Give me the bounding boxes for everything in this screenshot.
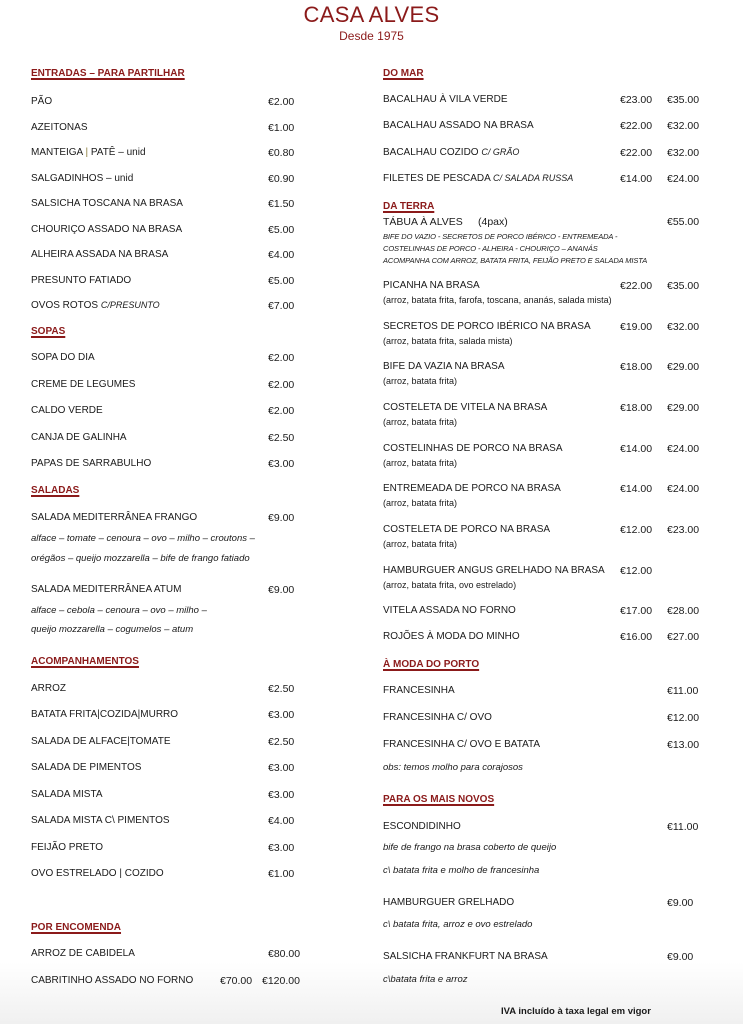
item-price: €9.00: [268, 584, 295, 596]
porto-observation: obs: temos molho para corajosos: [383, 762, 523, 773]
item-price: €4.00: [268, 815, 295, 827]
item-price: €2.00: [268, 405, 295, 417]
section-title: ENTRADAS – PARA PARTILHAR: [31, 68, 185, 79]
item-description: (arroz, batata frita): [383, 539, 458, 549]
item-price: €13.00: [667, 739, 700, 751]
item-name: PAPAS DE SARRABULHO: [31, 458, 152, 469]
item-name: SALADA MEDITERRÂNEA ATUM: [31, 584, 182, 595]
item-name: CANJA DE GALINHA: [31, 432, 127, 443]
item-price: €1.50: [268, 198, 295, 210]
item-price: €3.00: [268, 709, 295, 721]
item-price: €12.00: [620, 565, 653, 577]
item-name: AZEITONAS: [31, 122, 88, 133]
item-name: OVO ESTRELADO | COZIDO: [31, 868, 164, 879]
item-name: ARROZ DE CABIDELA: [31, 948, 135, 959]
item-name: COSTELINHAS DE PORCO NA BRASA: [383, 443, 563, 454]
section-title: DO MAR: [383, 68, 424, 79]
item-name: CHOURIÇO ASSADO NA BRASA: [31, 224, 183, 235]
item-price: €2.50: [268, 736, 295, 748]
item-name: SECRETOS DE PORCO IBÉRICO NA BRASA: [383, 321, 591, 332]
item-price-small: €70.00: [220, 975, 253, 987]
item-price: €12.00: [667, 712, 700, 724]
item-price: €5.00: [268, 275, 295, 287]
item-name: PÃO: [31, 96, 53, 107]
item-name: TÁBUA À ALVES: [383, 216, 463, 228]
item-price: €1.00: [268, 122, 295, 134]
item-name: PICANHA NA BRASA: [383, 280, 480, 291]
item-price: €9.00: [667, 951, 694, 963]
item-description: (arroz, batata frita, salada mista): [383, 336, 513, 346]
item-price-small: €22.00: [620, 147, 653, 159]
item-price: €9.00: [667, 897, 694, 909]
item-name: ESCONDIDINHO: [383, 821, 461, 832]
item-description: orégãos – queijo mozzarella – bife de frango fatiado: [31, 553, 250, 564]
item-price-large: €35.00: [667, 94, 700, 106]
item-name-italic: C/ SALADA RUSSA: [493, 173, 574, 183]
item-price: €2.00: [268, 96, 295, 108]
item-name: FRANCESINHA C/ OVO E BATATA: [383, 739, 541, 750]
item-price: €7.00: [268, 300, 295, 312]
item-name-part: BACALHAU COZIDO: [383, 147, 482, 158]
section-title: DA TERRA: [383, 201, 435, 212]
item-price: €11.00: [667, 685, 699, 697]
item-description: queijo mozzarella – cogumelos – atum: [31, 624, 194, 635]
item-price: €55.00: [667, 216, 700, 228]
item-name: BACALHAU À VILA VERDE: [383, 94, 508, 105]
item-price-small: €14.00: [620, 483, 653, 495]
item-price-large: €29.00: [667, 361, 700, 373]
item-description: bife de frango na brasa coberto de queijo: [383, 842, 557, 853]
item-price: €0.80: [268, 147, 295, 159]
item-price-large: €24.00: [667, 173, 700, 185]
item-name: PRESUNTO FATIADO: [31, 275, 132, 286]
vat-note: IVA incluído à taxa legal em vigor: [501, 1006, 651, 1017]
item-name: SALADA MISTA: [31, 789, 103, 800]
item-name-part: OVOS ROTOS: [31, 300, 101, 311]
item-price-small: €19.00: [620, 321, 653, 333]
item-price-large: €24.00: [667, 483, 700, 495]
section-title: PARA OS MAIS NOVOS: [383, 794, 495, 805]
item-name-part: PATÊ – unid: [88, 147, 146, 158]
item-name: BIFE DA VAZIA NA BRASA: [383, 361, 505, 372]
item-price-large: €35.00: [667, 280, 700, 292]
separator: |: [85, 147, 89, 158]
item-price-large: €120.00: [262, 975, 300, 987]
item-name: FRANCESINHA: [383, 685, 455, 696]
item-name-part: FILETES DE PESCADA: [383, 173, 494, 184]
item-description: BIFE DO VAZIO - SECRETOS DE PORCO IBÉRICO - ENTREMEADA -: [383, 232, 618, 241]
item-description: (arroz, batata frita): [383, 458, 458, 468]
item-price: €3.00: [268, 458, 295, 470]
item-price-large: €27.00: [667, 631, 700, 643]
item-description: c\ batata frita e molho de francesinha: [383, 865, 540, 876]
item-name: SALSICHA TOSCANA NA BRASA: [31, 198, 183, 209]
item-price: €2.00: [268, 352, 295, 364]
item-price-small: €23.00: [620, 94, 653, 106]
item-description: alface – tomate – cenoura – ovo – milho – croutons –: [31, 533, 255, 544]
item-name: ENTREMEADA DE PORCO NA BRASA: [383, 483, 561, 494]
item-name-italic: C/PRESUNTO: [100, 300, 160, 310]
item-price-small: €22.00: [620, 280, 653, 292]
section-title: POR ENCOMENDA: [31, 922, 122, 933]
section-title: ACOMPANHAMENTOS: [31, 656, 139, 667]
item-price: €3.00: [268, 789, 295, 801]
item-description: (arroz, batata frita): [383, 498, 458, 508]
item-price: €2.50: [268, 432, 295, 444]
item-name-italic: C/ GRÃO: [481, 147, 520, 157]
restaurant-name: CASA ALVES: [303, 2, 440, 27]
item-price-large: €24.00: [667, 443, 700, 455]
item-price-large: €32.00: [667, 147, 700, 159]
item-price: €4.00: [268, 249, 295, 261]
section-title: SALADAS: [31, 485, 80, 496]
item-name: BATATA FRITA|COZIDA|MURRO: [31, 709, 179, 720]
item-name: COSTELETA DE VITELA NA BRASA: [383, 402, 548, 413]
item-description: (arroz, batata frita, farofa, toscana, ananás, salada mista): [383, 295, 612, 305]
item-name: [383, 173, 573, 184]
item-price: €1.00: [268, 868, 295, 880]
section-title: À MODA DO PORTO: [383, 659, 480, 670]
item-description: (arroz, batata frita, ovo estrelado): [383, 580, 517, 590]
restaurant-since: Desde 1975: [339, 29, 404, 43]
item-name: HAMBURGUER ANGUS GRELHADO NA BRASA: [383, 565, 605, 576]
item-description: (arroz, batata frita): [383, 417, 458, 427]
item-name: SALGADINHOS – unid: [31, 173, 134, 184]
item-name: COSTELETA DE PORCO NA BRASA: [383, 524, 551, 535]
item-price-small: €16.00: [620, 631, 653, 643]
item-price-small: €14.00: [620, 443, 653, 455]
item-price-small: €14.00: [620, 173, 653, 185]
item-price-small: €12.00: [620, 524, 653, 536]
item-price: €3.00: [268, 762, 295, 774]
item-price-large: €28.00: [667, 605, 700, 617]
item-name-part: MANTEIGA: [31, 147, 86, 158]
item-pax: (4pax): [478, 216, 508, 228]
item-price: €3.00: [268, 842, 295, 854]
item-name: [31, 147, 146, 158]
item-price-large: €32.00: [667, 321, 700, 333]
item-description: c\ batata frita, arroz e ovo estrelado: [383, 919, 533, 930]
item-name: FEIJÃO PRETO: [31, 842, 104, 853]
item-name: ARROZ: [31, 683, 66, 694]
item-description: (arroz, batata frita): [383, 376, 458, 386]
item-price-small: €22.00: [620, 120, 653, 132]
item-name: SALADA DE ALFACE|TOMATE: [31, 736, 171, 747]
item-name: VITELA ASSADA NO FORNO: [383, 605, 516, 616]
item-price: €2.00: [268, 379, 295, 391]
item-price-large: €23.00: [667, 524, 700, 536]
item-description: COSTELINHAS DE PORCO - ALHEIRA - CHOURIÇO – ANANÁS: [383, 244, 598, 253]
item-price-large: €32.00: [667, 120, 700, 132]
item-name: SALADA DE PIMENTOS: [31, 762, 142, 773]
item-name: SALSICHA FRANKFURT NA BRASA: [383, 951, 548, 962]
item-description: c\batata frita e arroz: [383, 974, 468, 985]
item-description: ACOMPANHA COM ARROZ, BATATA FRITA, FEIJÃO PRETO E SALADA MISTA: [383, 256, 648, 265]
section-title: SOPAS: [31, 326, 66, 337]
item-name: ROJÕES À MODA DO MINHO: [383, 631, 520, 642]
item-name: HAMBURGUER GRELHADO: [383, 897, 515, 908]
item-price-small: €17.00: [620, 605, 653, 617]
item-price-small: €18.00: [620, 361, 653, 373]
item-name: SALADA MISTA C\ PIMENTOS: [31, 815, 170, 826]
item-name: ALHEIRA ASSADA NA BRASA: [31, 249, 169, 260]
item-name: CALDO VERDE: [31, 405, 103, 416]
item-name: SOPA DO DIA: [31, 352, 95, 363]
item-price: €2.50: [268, 683, 295, 695]
item-price-small: €18.00: [620, 402, 653, 414]
item-price: €80.00: [268, 948, 301, 960]
item-price: €0.90: [268, 173, 295, 185]
item-price-large: €29.00: [667, 402, 700, 414]
item-name: CABRITINHO ASSADO NO FORNO: [31, 975, 194, 986]
item-price: €9.00: [268, 512, 295, 524]
item-description: alface – cebola – cenoura – ovo – milho –: [31, 605, 207, 616]
item-name: FRANCESINHA C/ OVO: [383, 712, 492, 723]
item-name: BACALHAU ASSADO NA BRASA: [383, 120, 534, 131]
item-name: [383, 147, 519, 158]
item-price: €5.00: [268, 224, 295, 236]
item-name: [31, 300, 160, 311]
item-name: CREME DE LEGUMES: [31, 379, 136, 390]
menu-header: [0, 2, 743, 44]
item-name: SALADA MEDITERRÂNEA FRANGO: [31, 512, 198, 523]
item-price: €11.00: [667, 821, 699, 833]
